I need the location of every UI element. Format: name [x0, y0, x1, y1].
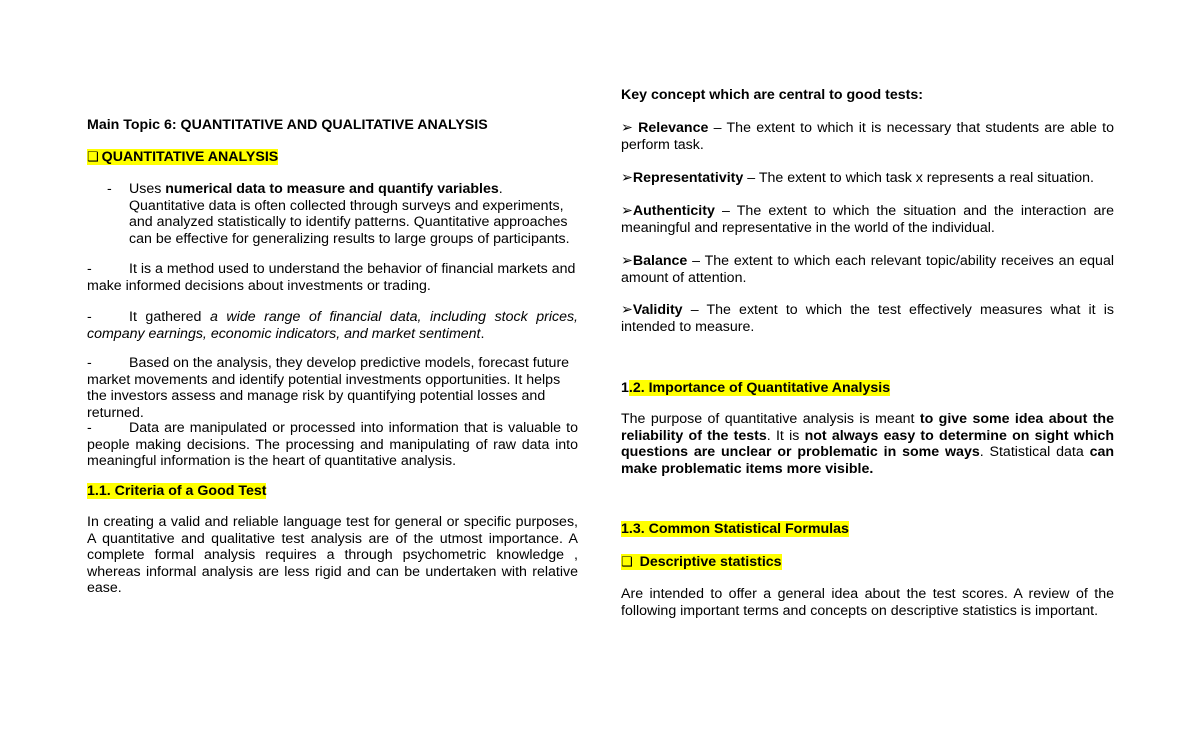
paragraph-financial-data: - It gathered a wide range of financial data, including stock prices, company earnings, economic indicators, and market sentiment. [87, 309, 579, 342]
arrow-icon: ➢ [621, 120, 633, 136]
paragraph-data-processing: - Data are manipulated or processed into information that is valuable to people making decisions. The processing and manipulating of raw data into meaningful information is the heart of quantitative analysis. [87, 420, 578, 470]
arrow-icon: ➢ [621, 203, 633, 219]
arrow-icon: ➢ [621, 302, 633, 318]
key-concept-heading: Key concept which are central to good tests: [621, 87, 923, 103]
formulas-heading: 1.3. Common Statistical Formulas [621, 521, 849, 537]
quantitative-analysis-heading: ❑ QUANTITATIVE ANALYSIS [87, 149, 279, 165]
arrow-icon: ➢ [621, 170, 633, 186]
concept-validity: ➢Validity – The extent to which the test effectively measures what it is intended to measure. [621, 302, 1114, 335]
main-topic-title: Main Topic 6: QUANTITATIVE AND QUALITATIVE ANALYSIS [87, 117, 488, 133]
descriptive-statistics-paragraph: Are intended to offer a general idea about the test scores. A review of the following important terms and concepts on descriptive statistics is important. [621, 586, 1114, 619]
bullet-numerical-data: Uses numerical data to measure and quantify variables. Quantitative data is often collected through surveys and experiments, and analyzed statistically to identify patterns. Quantitative approaches can be effective for generalizing results to large groups of participants. [129, 181, 570, 247]
criteria-heading: 1.1. Criteria of a Good Test [87, 483, 267, 499]
concept-relevance: ➢ Relevance – The extent to which it is necessary that students are able to perform task. [621, 120, 1114, 153]
concept-authenticity: ➢Authenticity – The extent to which the situation and the interaction are meaningful and representative in the world of the individual. [621, 203, 1114, 236]
criteria-paragraph: In creating a valid and reliable language test for general or specific purposes, A quantitative and qualitative test analysis are of the utmost importance. A complete formal analysis requires a through psychometric knowledge , whereas informal analysis are less rigid and can be undertaken with relative ease. [87, 514, 578, 597]
concept-representativity: ➢Representativity – The extent to which task x represents a real situation. [621, 170, 1094, 186]
paragraph-financial-markets: - It is a method used to understand the behavior of financial markets and make informed decisions about investments or trading. [87, 261, 576, 294]
arrow-icon: ➢ [621, 253, 633, 269]
importance-paragraph: The purpose of quantitative analysis is meant to give some idea about the reliability of the tests. It is not always easy to determine on sight which questions are unclear or problematic in some ways. Statistical data can make problematic items more visible. [621, 411, 1115, 477]
importance-heading: 1.2. Importance of Quantitative Analysis [621, 380, 891, 396]
descriptive-statistics-heading: ❑ Descriptive statistics [621, 554, 782, 570]
checkbox-icon: ❑ [621, 554, 633, 569]
bullet-dash: - [107, 181, 112, 197]
concept-balance: ➢Balance – The extent to which each relevant topic/ability receives an equal amount of attention. [621, 253, 1114, 286]
paragraph-predictive-models: - Based on the analysis, they develop predictive models, forecast future market movements and identify potential investments opportunities. It helps the investors assess and manage risk by quantifying potential losses and returned. [87, 355, 570, 421]
checkbox-icon: ❑ [87, 149, 99, 164]
